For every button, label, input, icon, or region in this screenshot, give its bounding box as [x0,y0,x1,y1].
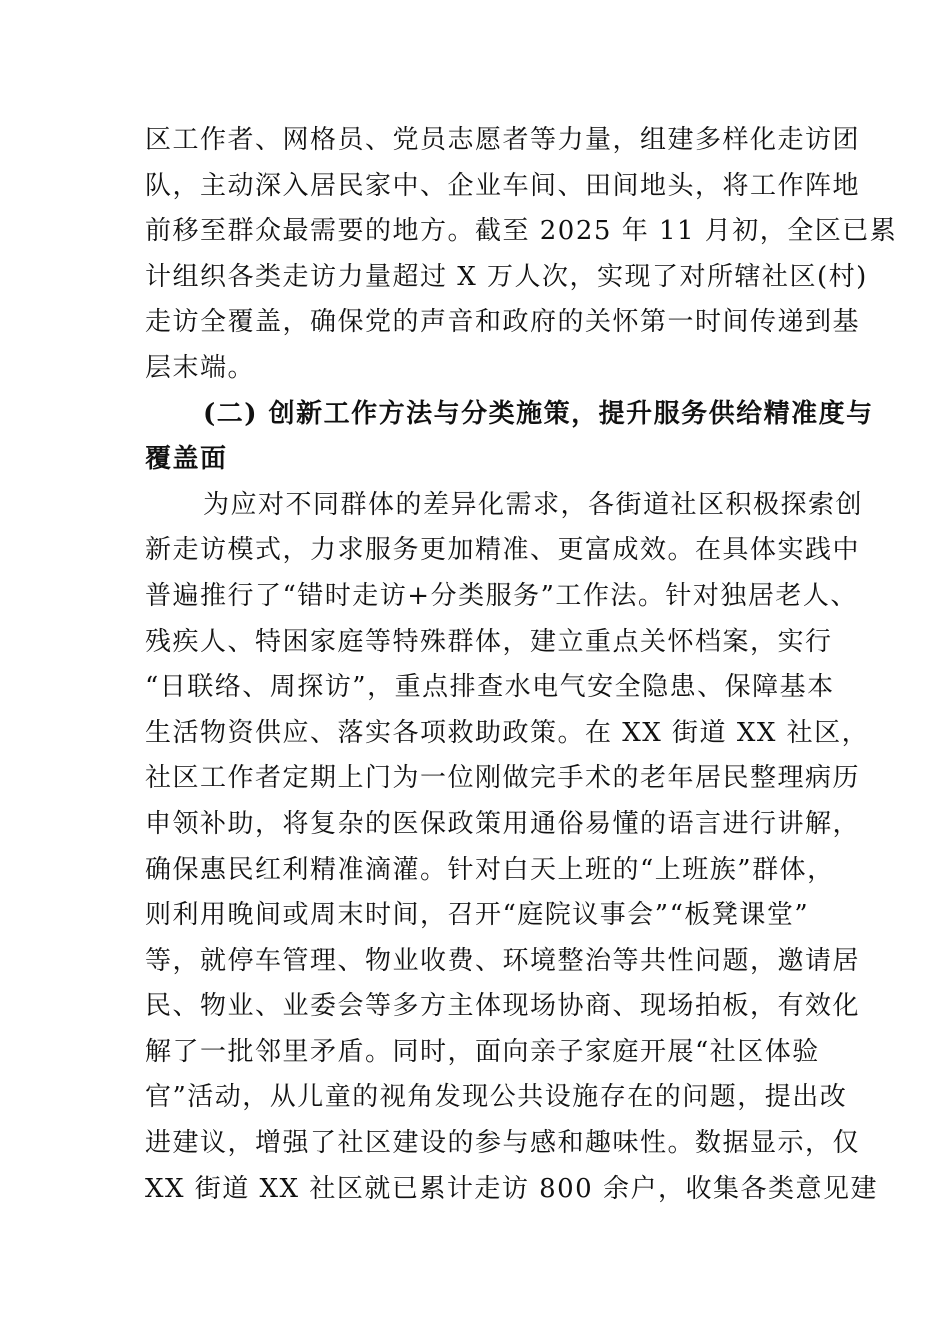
text-line: 申领补助，将复杂的医保政策用通俗易懂的语言进行讲解， [145,808,861,839]
text-line: 社区工作者定期上门为一位刚做完手术的老年居民整理病历 [145,763,861,794]
text-line: 则利用晚间或周末时间，召开“庭院议事会”“板凳课堂” [145,900,810,931]
text-line: XX 街道 XX 社区就已累计走访 800 余户，收集各类意见建 [145,1173,878,1204]
text-line: 层末端。 [145,352,256,383]
text-line: 走访全覆盖，确保党的声音和政府的关怀第一时间传递到基 [145,307,861,338]
text-line: 队，主动深入居民家中、企业车间、田间地头，将工作阵地 [145,170,861,201]
text-line: 解了一批邻里矛盾。同时，面向亲子家庭开展“社区体验 [145,1036,820,1067]
text-line: 前移至群众最需要的地方。截至 2025 年 11 月初，全区已累 [145,216,898,247]
text-line: 计组织各类走访力量超过 X 万人次，实现了对所辖社区(村) [145,261,868,292]
text-line: 区工作者、网格员、党员志愿者等力量，组建多样化走访团 [145,125,861,155]
text-line: 新走访模式，力求服务更加精准、更富成效。在具体实践中 [145,535,861,566]
text-line: 为应对不同群体的差异化需求，各街道社区积极探索创 [203,489,864,520]
paragraph-1 [145,118,898,392]
text-line: 确保惠民红利精准滴灌。针对白天上班的“上班族”群体， [145,854,835,885]
text-line: 进建议，增强了社区建设的参与感和趣味性。数据显示，仅 [145,1128,861,1159]
text-line: 普遍推行了“错时走访+分类服务”工作法。针对独居老人、 [145,580,858,611]
text-line: 生活物资供应、落实各项救助政策。在 XX 街道 XX 社区， [145,717,870,748]
heading-line: 覆盖面 [145,444,228,475]
text-line: 民、物业、业委会等多方主体现场协商、现场拍板，有效化 [145,991,861,1022]
text-line: “日联络、周探访”，重点排查水电气安全隐患、保障基本 [145,672,835,703]
section-heading [145,392,874,483]
heading-line: (二) 创新工作方法与分类施策，提升服务供给精准度与 [203,398,874,429]
text-line: 等，就停车管理、物业收费、环境整治等共性问题，邀请居 [145,945,861,976]
text-line: 官”活动，从儿童的视角发现公共设施存在的问题，提出改 [145,1082,848,1113]
document-body [145,118,898,1212]
text-line: 残疾人、特困家庭等特殊群体，建立重点关怀档案，实行 [145,626,833,657]
paragraph-2 [145,483,878,1213]
